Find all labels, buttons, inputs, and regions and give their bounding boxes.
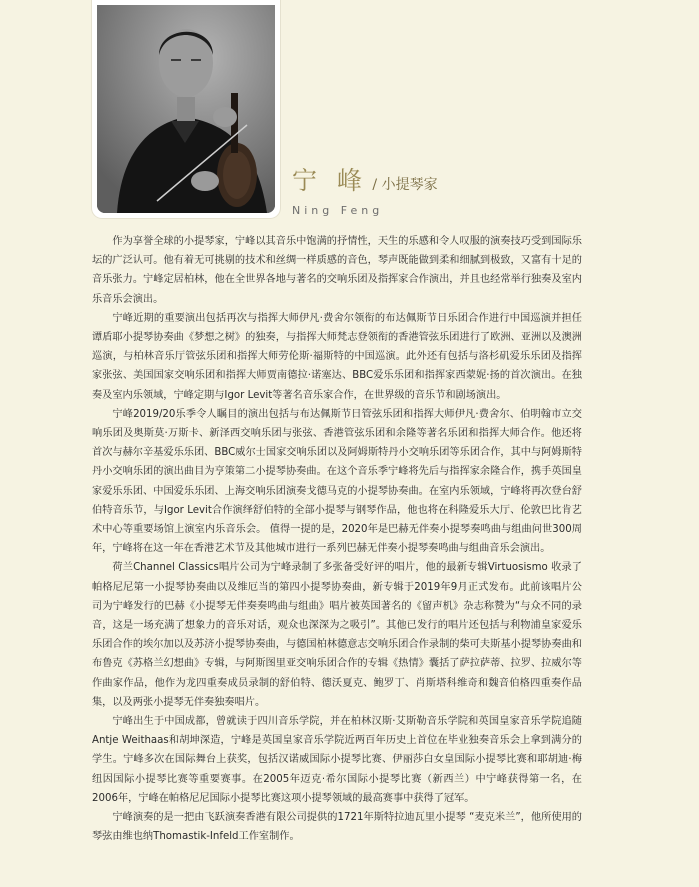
portrait-frame — [92, 0, 280, 218]
artist-heading — [292, 166, 438, 217]
bio-paragraph: 宁峰近期的重要演出包括再次与指挥大师伊凡·费舍尔领衔的布达佩斯节日乐团合作进行中国巡演并担任谭盾耶小提琴协奏曲《梦想之树》的独奏，与指挥大师梵志登领衔的香港管弦乐团进行了欧洲、亚洲以及澳洲巡演，与柏林音乐厅管弦乐团和指挥大师劳伦斯·福斯特的中国巡演。此外还有包括与洛杉矶爱乐乐团及指挥家张弦、美国国家交响乐团和指挥大师贾南德拉·诺塞达、BBC爱乐乐团和指挥家西蒙妮·扬的首次演出。在独奏及室内乐领域，宁峰定期与Igor Levit等著名音乐家合作，在世界级的音乐节和剧场演出。 — [92, 312, 582, 401]
bio-paragraph: 荷兰Channel Classics唱片公司为宁峰录制了多张备受好评的唱片，他的最新专辑Virtuosismo 收录了帕格尼尼第一小提琴协奏曲以及维厄当的第四小提琴协奏曲，新专辑于2019年9月正式发布。此前该唱片公司为宁峰发行的巴赫《小提琴无伴奏奏鸣曲与组曲》唱片被英国著名的《留声机》杂志称赞为“与众不同的录音，这是一场充满了想象力的音乐对话，观众也深深为之吸引”。其他已发行的唱片还包括与利物浦皇家爱乐乐团合作的埃尔加以及苏济小提琴协奏曲，与德国柏林德意志交响乐团合作录制的柴可夫斯基小提琴协奏曲和布鲁克《苏格兰幻想曲》专辑，与阿斯图里亚交响乐团合作的专辑《热情》囊括了萨拉萨蒂、拉罗、拉威尔等作曲家作品，他作为龙四重奏成员录制的舒伯特、德沃夏克、鲍罗丁、肖斯塔科维奇和魏音伯格四重奏作品集，以及两张小提琴无伴奏独奏唱片。 — [92, 562, 582, 708]
artist-role: 小提琴家 — [381, 177, 438, 193]
bio-paragraph: 宁峰出生于中国成都，曾就读于四川音乐学院，并在柏林汉斯·艾斯勒音乐学院和英国皇家音乐学院追随Antje Weithaas和胡坤深造，宁峰是英国皇家音乐学院近两百年历史上首位在毕业独奏音乐会上拿到满分的学生。宁峰多次在国际舞台上获奖，包括汉诺威国际小提琴比赛、伊丽莎白女皇国际小提琴比赛和耶胡迪·梅纽因国际小提琴比赛等重要赛事。在2005年迈克·希尔国际小提琴比赛（新西兰）中宁峰获得第一名，在2006年，宁峰在帕格尼尼国际小提琴比赛这项小提琴领域的最高赛事中获得了冠军。 — [92, 716, 582, 804]
biography — [92, 232, 582, 847]
artist-separator: / — [367, 177, 382, 193]
bio-paragraph: 作为享誉全球的小提琴家，宁峰以其音乐中饱满的抒情性，天生的乐感和令人叹服的演奏技巧受到国际乐坛的广泛认可。他有着无可挑剔的技术和丝绸一样质感的音色，琴声既能做到柔和细腻到极致，又富有十足的音乐张力。宁峰定居柏林，他在全世界各地与著名的交响乐团及指挥家合作演出，并且也经常举行独奏及室内乐音乐会演出。 — [92, 236, 582, 305]
portrait-photo — [97, 5, 275, 213]
bio-paragraph: 宁峰2019/20乐季令人瞩目的演出包括与布达佩斯节日管弦乐团和指挥大师伊凡·费舍尔、伯明翰市立交响乐团及奥斯莫·万斯卡、新泽西交响乐团与张弦、香港管弦乐团和余隆等著名乐团和指挥大师合作。他还将首次与赫尔辛基爱乐乐团、BBC威尔士国家交响乐团以及阿姆斯特丹小交响乐团等乐团合作，其中与阿姆斯特丹小交响乐团的演出曲目为亨策第二小提琴协奏曲。在这个音乐季宁峰将先后与指挥家余隆合作，携手英国皇家爱乐乐团、中国爱乐乐团、上海交响乐团演奏戈德马克的小提琴协奏曲。在室内乐领域，宁峰将再次登台舒伯特音乐节，与Igor Levit合作演绎舒伯特的全部小提琴与钢琴作品，他也将在科隆爱乐大厅、伦敦巴比肯艺术中心等重要场馆上演室内乐音乐会。 值得一提的是，2020年是巴赫无伴奏小提琴奏鸣曲与组曲问世300周年，宁峰将在这一年在香港艺术节及其他城市进行一系列巴赫无伴奏小提琴奏鸣曲与组曲音乐会演出。 — [92, 408, 582, 555]
artist-name-line — [292, 166, 438, 200]
bio-paragraph: 宁峰演奏的是一把由飞跃演奏香港有限公司提供的1721年斯特拉迪瓦里小提琴 “麦克米兰”，他所使用的琴弦由维也纳Thomastik-Infeld工作室制作。 — [92, 812, 582, 843]
violinist-portrait-image — [97, 5, 275, 213]
artist-pinyin: Ning Feng — [292, 204, 384, 217]
artist-name: 宁 峰 — [292, 166, 368, 195]
